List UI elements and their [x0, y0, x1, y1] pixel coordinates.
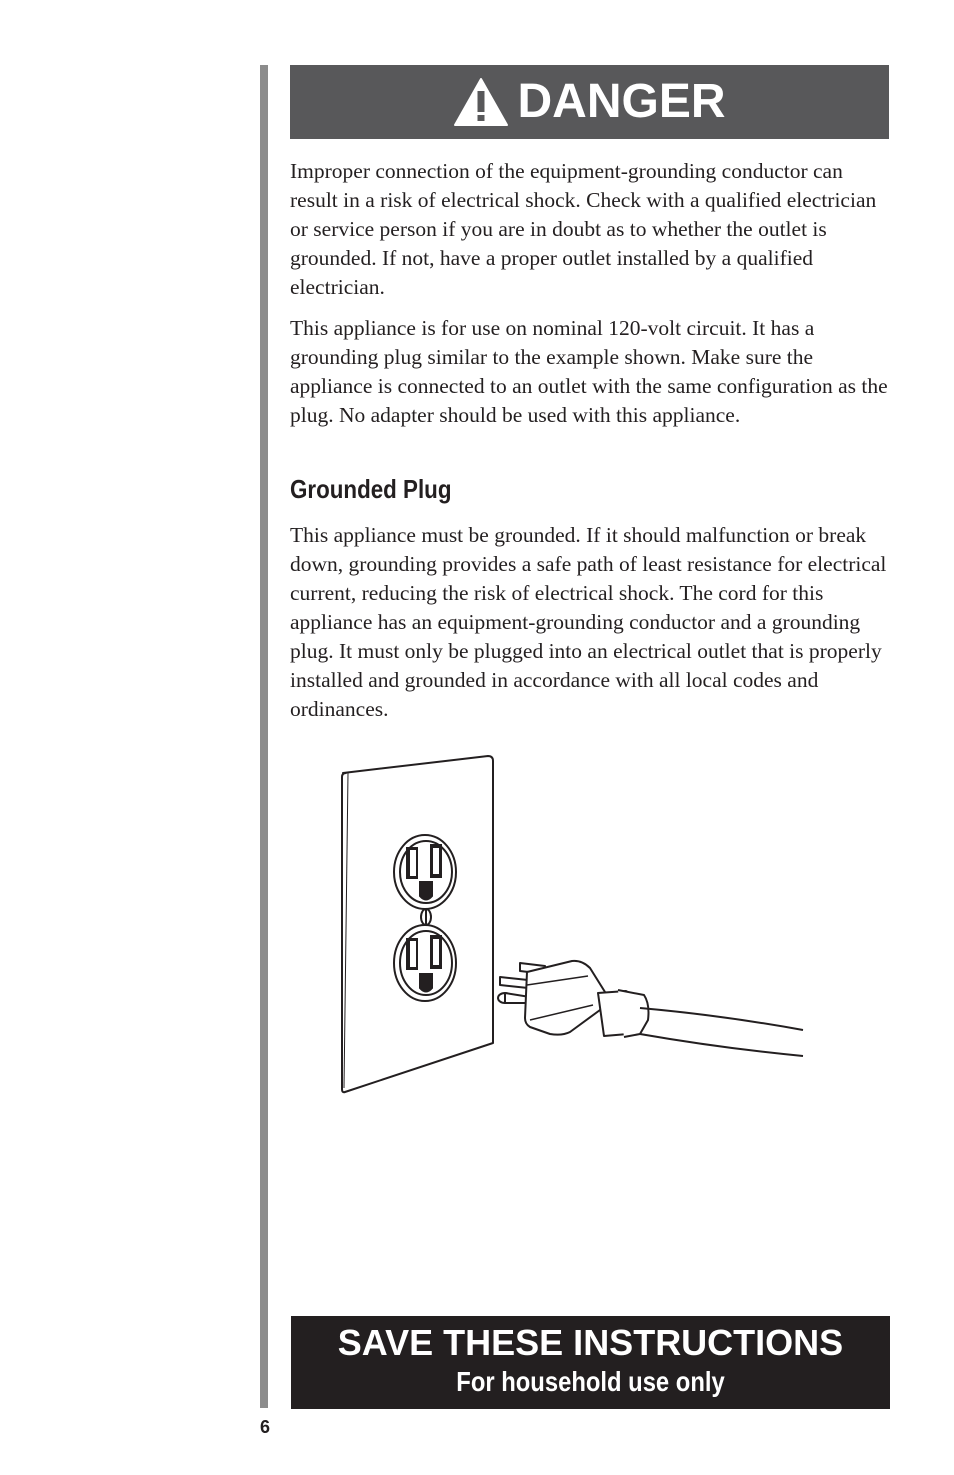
- outlet-and-plug-illustration: [330, 745, 820, 1105]
- save-instructions-title: SAVE THESE INSTRUCTIONS: [337, 1322, 844, 1363]
- danger-title: DANGER: [517, 75, 726, 128]
- warning-triangle-icon: [453, 77, 509, 127]
- page-side-rule: [260, 65, 268, 1408]
- grounded-plug-heading: Grounded Plug: [290, 474, 452, 504]
- danger-banner: [290, 65, 889, 139]
- grounding-warning-paragraph: Improper connection of the equipment-grounding conductor can result in a risk of electrical shock. Check with a qualified electrician or service person if you are in doubt as to whether the outlet is grounded. If not, have a proper outlet installed by a qualified electrician.: [290, 159, 877, 299]
- grounded-plug-paragraph: This appliance must be grounded. If it should malfunction or break down, grounding provides a safe path of least resistance for electrical current, reducing the risk of electrical shock. The cord for this appliance has an equipment-grounding conductor and a grounding plug. It must only be plugged into an electrical outlet that is properly installed and grounded in accordance with all local codes and ordinances.: [290, 523, 887, 721]
- wall-plate-icon: [342, 756, 493, 1092]
- page-number: 6: [260, 1417, 271, 1437]
- save-instructions-banner: [291, 1316, 890, 1409]
- grounding-plug-icon: [498, 961, 803, 1056]
- household-use-subtitle: For household use only: [456, 1366, 725, 1397]
- voltage-notice-paragraph: This appliance is for use on nominal 120-volt circuit. It has a grounding plug similar to the example shown. Make sure the appliance is connected to an outlet with the same configuration as the plug. No adapter should be used with this appliance.: [290, 316, 888, 427]
